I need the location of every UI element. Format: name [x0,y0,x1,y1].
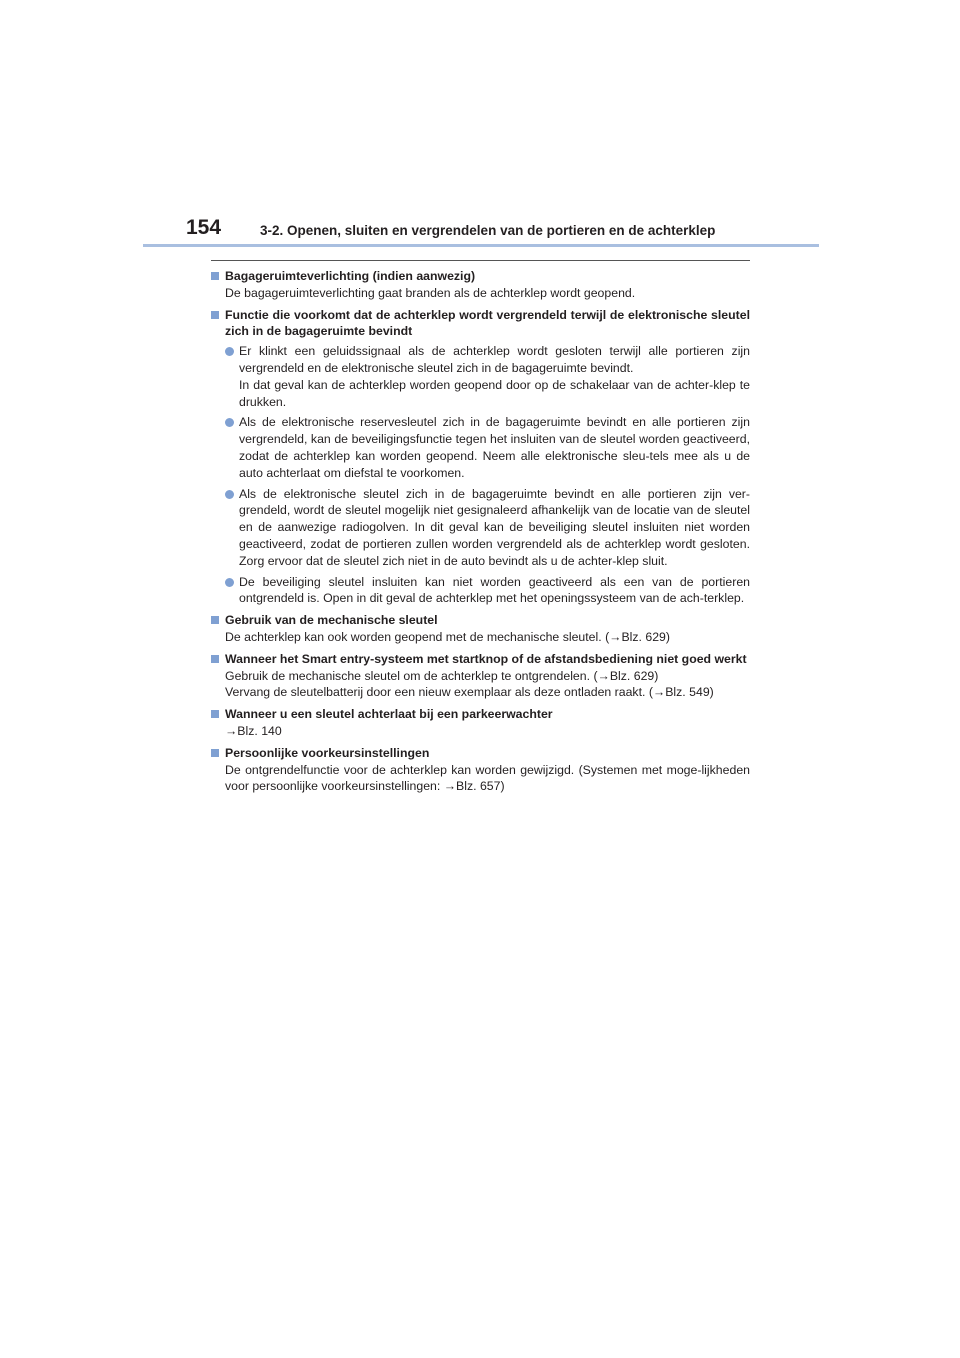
square-bullet-icon [211,272,219,280]
page-header [143,216,819,246]
section-heading: Wanneer het Smart entry-systeem met startknop of de afstandsbediening niet goed werkt [211,651,750,668]
square-bullet-icon [211,655,219,663]
section-parking-attendant [211,706,750,740]
list-item: Als de elektronische reservesleutel zich in de bagageruimte bevindt en alle portieren zijn vergrendeld, kan de beveiligingsfunctie tegen het insluiten van de sleutel worden geactiveerd, zodat de achterklep kan worden geopend. Neem alle elektronische sleu-tels mee als u de auto achterlaat om diefstal te voorkomen. [211,414,750,481]
section-heading: Functie die voorkomt dat de achterklep wordt vergrendeld terwijl de elektronische sleutel zich in de bagageruimte bevindt [211,307,750,341]
section-heading: Wanneer u een sleutel achterlaat bij een parkeerwachter [211,706,750,723]
content [211,268,750,800]
section-heading: Bagageruimteverlichting (indien aanwezig) [211,268,750,285]
section-customization [211,745,750,795]
section-body: De achterklep kan ook worden geopend met de mechanische sleutel. (→Blz. 629) [225,629,670,644]
section-key-lock-prevention [211,307,750,608]
round-bullet-icon [225,418,234,427]
square-bullet-icon [211,749,219,757]
section-mechanical-key [211,612,750,646]
square-bullet-icon [211,311,219,319]
section-body: →Blz. 140 [225,723,282,738]
section-heading: Persoonlijke voorkeursinstellingen [211,745,750,762]
section-body: De ontgrendelfunctie voor de achterklep kan worden gewijzigd. (Systemen met moge-lijkheden voor persoonlijke voorkeursinstellingen: →Blz. 657) [225,762,750,794]
page-number: 154 [186,216,222,239]
round-bullet-icon [225,490,234,499]
list-item: De beveiliging sleutel insluiten kan niet worden geactiveerd als een van de portieren ontgrendeld is. Open in dit geval de achterklep met het openingssysteem van de ach-terklep. [211,574,750,608]
section-smart-entry-failure [211,651,750,701]
round-bullet-icon [225,578,234,587]
list-item: Er klinkt een geluidssignaal als de achterklep wordt gesloten terwijl alle portieren zijn vergrendeld en de elektronische sleutel zich in de bagageruimte bevindt. In dat geval kan de achterklep worden geopend door op de schakelaar van de achter-klep te drukken. [211,343,750,410]
square-bullet-icon [211,616,219,624]
chapter-title: 3-2. Openen, sluiten en vergrendelen van de portieren en de achterklep [260,223,716,238]
section-body: De bagageruimteverlichting gaat branden als de achterklep wordt geopend. [225,285,636,300]
round-bullet-icon [225,347,234,356]
list-item: Als de elektronische sleutel zich in de bagageruimte bevindt en alle portieren zijn ver-grendeld, wordt de sleutel mogelijk niet gesignaleerd afhankelijk van de locatie van de sleutel en de aanwezige radiogolven. In dit geval kan de beveiliging sleutel insluiten niet worden geactiveerd, zodat de portieren zullen worden vergrendeld als de achterklep wordt gesloten. Zorg ervoor dat de sleutel zich niet in de auto bevindt als u de achter-klep sluit. [211,486,750,570]
section-heading: Gebruik van de mechanische sleutel [211,612,750,629]
square-bullet-icon [211,710,219,718]
content-top-rule [211,260,750,261]
section-trunk-light [211,268,750,302]
section-body: Gebruik de mechanische sleutel om de achterklep te ontgrendelen. (→Blz. 629) Vervang de sleutelbatterij door een nieuw exemplaar als deze ontladen raakt. (→Blz. 549) [225,668,714,700]
header-rule [143,244,819,247]
